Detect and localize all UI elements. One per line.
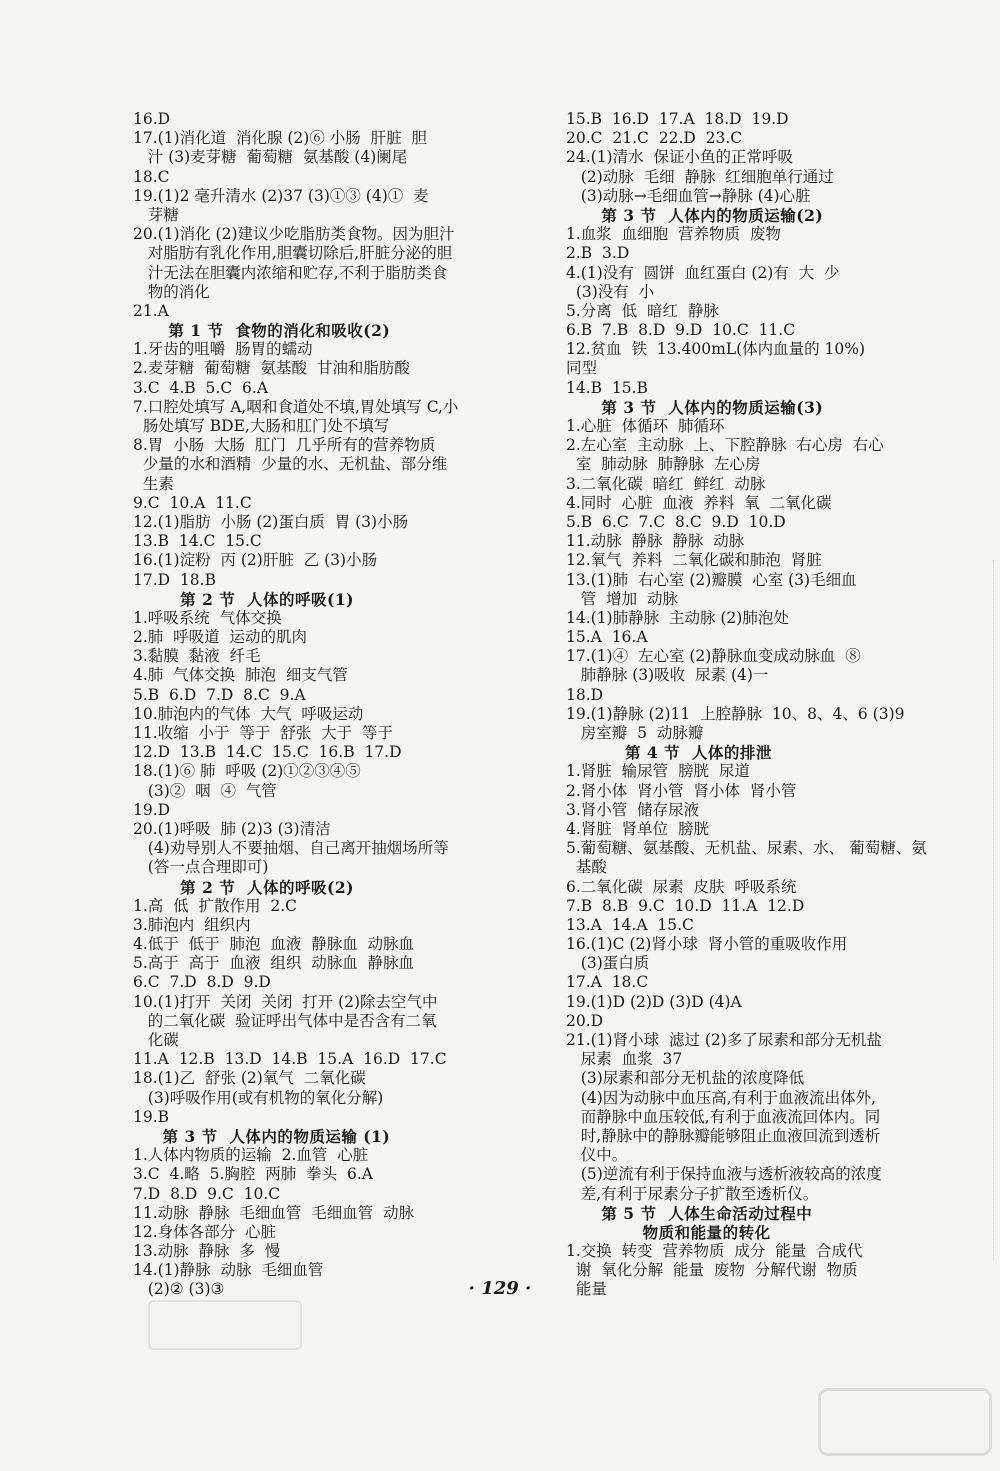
answer-line: 5.葡萄糖、氨基酸、无机盐、尿素、水、 葡萄糖、氨: [566, 839, 927, 858]
answer-line: 4.低于 低于 肺泡 血液 静脉血 动脉血: [133, 935, 415, 954]
answer-line: 2.麦芽糖 葡萄糖 氨基酸 甘油和脂肪酸: [133, 359, 410, 378]
answer-line: 1.人体内物质的运输 2.血管 心脏: [133, 1146, 369, 1165]
answer-line: (3)② 咽 ④ 气管: [133, 781, 277, 800]
answer-line: 物的消化: [133, 282, 210, 301]
answer-line: 芽糖: [133, 205, 179, 224]
answer-line: 3.肾小管 储存尿液: [566, 800, 700, 819]
answer-line: 19.D: [133, 800, 171, 819]
answer-line: 12.氧气 养料 二氧化碳和肺泡 肾脏: [566, 551, 822, 570]
answer-line: 2.左心室 主动脉 上、下腔静脉 右心房 右心: [566, 436, 884, 455]
answer-line: 19.(1)静脉 (2)11 上腔静脉 10、8、4、6 (3)9: [566, 704, 905, 723]
answer-line: 3.二氧化碳 暗红 鲜红 动脉: [566, 474, 766, 493]
answer-line: 6.C 7.D 8.D 9.D: [133, 973, 271, 992]
answer-line: 15.B 16.D 17.A 18.D 19.D: [566, 110, 789, 128]
section-heading: 第 1 节 食物的消化和吸收(2): [133, 321, 391, 341]
answer-line: 室 肺动脉 肺静脉 左心房: [566, 455, 761, 474]
answer-line: 8.胃 小肠 大肠 肛门 几乎所有的营养物质: [133, 436, 436, 455]
answer-line: 5.高于 高于 血液 组织 动脉血 静脉血: [133, 954, 415, 973]
watermark-logo: [818, 1388, 992, 1456]
answer-line: 17.(1)消化道 消化腺 (2)⑥ 小肠 肝脏 胆: [133, 129, 427, 148]
section-heading: 第 4 节 人体的排泄: [566, 743, 772, 763]
answer-line: 肠处填写 BDE,大肠和肛门处不填写: [133, 417, 390, 435]
answer-line: 12.贫血 铁 13.400mL(体内血量的 10%): [566, 340, 866, 359]
answer-line: 17.A 18.C: [566, 973, 649, 992]
answer-line: (答一点合理即可): [133, 858, 269, 877]
answer-line: 2.肾小体 肾小管 肾小体 肾小管: [566, 781, 797, 800]
answer-line: 1.牙齿的咀嚼 肠胃的蠕动: [133, 340, 313, 359]
answer-line: 仪中。: [566, 1146, 628, 1165]
answer-line: 尿素 血浆 37: [566, 1050, 683, 1069]
answer-line: 1.高 低 扩散作用 2.C: [133, 896, 297, 915]
answer-line: 2.B 3.D: [566, 244, 630, 263]
answer-line: 7.口腔处填写 A,咽和食道处不填,胃处填写 C,小: [133, 397, 459, 416]
answer-line: 7.B 8.B 9.C 10.D 11.A 12.D: [566, 896, 805, 915]
answer-line: 1.交换 转变 营养物质 成分 能量 合成代: [566, 1242, 863, 1261]
answer-line: 1.呼吸系统 气体交换: [133, 608, 282, 627]
answer-line: (2)② (3)③: [133, 1280, 225, 1299]
answer-line: 4.肺 气体交换 肺泡 细支气管: [133, 666, 348, 685]
answer-line: 17.(1)④ 左心室 (2)静脉血变成动脉血 ⑧: [566, 647, 861, 666]
answer-line: 11.动脉 静脉 毛细血管 毛细血管 动脉: [133, 1203, 415, 1222]
faded-stamp: [148, 1300, 302, 1350]
answer-line: 2.肺 呼吸道 运动的肌肉: [133, 628, 307, 647]
answer-line: 18.(1)⑥ 肺 呼吸 (2)①②③④⑤: [133, 762, 361, 781]
answer-line: 基酸: [566, 858, 607, 877]
answer-line: 20.C 21.C 22.D 23.C: [566, 129, 743, 148]
answer-line: 16.D: [133, 110, 171, 128]
answer-line: (3)呼吸作用(或有机物的氧化分解): [133, 1088, 384, 1107]
answer-line: 16.(1)淀粉 丙 (2)肝脏 乙 (3)小肠: [133, 551, 378, 570]
right-answer-column: [566, 110, 978, 1300]
answer-line: 19.B: [133, 1107, 170, 1126]
answer-line: 3.C 4.B 5.C 6.A: [133, 378, 269, 397]
answer-line: 12.身体各部分 心脏: [133, 1222, 277, 1241]
answer-line: 6.B 7.B 8.D 9.D 10.C 11.C: [566, 321, 796, 340]
answer-line: (3)动脉→毛细血管→静脉 (4)心脏: [566, 186, 811, 205]
answer-line: 汁 (3)麦芽糖 葡萄糖 氨基酸 (4)阑尾: [133, 148, 408, 167]
answer-line: 1.肾脏 输尿管 膀胱 尿道: [566, 762, 750, 781]
answer-line: 5.B 6.D 7.D 8.C 9.A: [133, 685, 306, 704]
answer-line: 9.C 10.A 11.C: [133, 493, 252, 512]
answer-line: 13.A 14.A 15.C: [566, 915, 694, 934]
answer-line: 24.(1)清水 保证小鱼的正常呼吸: [566, 148, 793, 167]
answer-line: 19.(1)2 毫升清水 (2)37 (3)①③ (4)① 麦: [133, 186, 429, 205]
section-heading: 第 3 节 人体内的物质运输(2): [566, 205, 824, 225]
answer-line: 20.D: [566, 1011, 604, 1030]
answer-line: 11.动脉 静脉 静脉 动脉: [566, 532, 745, 551]
answer-line: 15.A 16.A: [566, 628, 648, 647]
answer-line: 14.B 15.B: [566, 378, 648, 397]
answer-line: 管 增加 动脉: [566, 589, 678, 608]
answer-line: 21.(1)肾小球 滤过 (2)多了尿素和部分无机盐: [566, 1031, 882, 1049]
section-heading: 第 3 节 人体内的物质运输(3): [566, 397, 824, 417]
section-heading: 物质和能量的转化: [566, 1222, 771, 1242]
section-heading: 第 2 节 人体的呼吸(2): [133, 877, 354, 897]
answer-line: 20.(1)呼吸 肺 (2)3 (3)清洁: [133, 819, 331, 838]
left-answer-column: [133, 110, 553, 1300]
answer-line: 18.D: [566, 685, 604, 704]
section-heading: 第 3 节 人体内的物质运输 (1): [133, 1126, 391, 1146]
answer-line: 3.C 4.略 5.胸腔 两肺 拳头 6.A: [133, 1165, 373, 1184]
answer-line: 6.二氧化碳 尿素 皮肤 呼吸系统: [566, 877, 797, 896]
answer-line: 21.A: [133, 301, 169, 320]
answer-line: 13.B 14.C 15.C: [133, 532, 262, 551]
answer-line: 差,有利于尿素分子扩散至透析仪。: [566, 1184, 819, 1203]
answer-line: 10.(1)打开 关闭 关闭 打开 (2)除去空气中: [133, 992, 438, 1011]
answer-line: 19.(1)D (2)D (3)D (4)A: [566, 992, 742, 1011]
answer-line: 20.(1)消化 (2)建议少吃脂肪类食物。因为胆汁: [133, 225, 455, 244]
answer-line: 3.肺泡内 组织内: [133, 915, 251, 934]
answer-line: 时,静脉中的静脉瓣能够阻止血液回流到透析: [566, 1126, 881, 1145]
answer-line: (4)因为动脉中血压高,有利于血液流出体外,: [566, 1088, 877, 1107]
answer-line: 14.(1)静脉 动脉 毛细血管: [133, 1261, 324, 1280]
answer-line: 4.肾脏 肾单位 膀胱: [566, 819, 709, 838]
answer-line: 生素: [133, 474, 174, 493]
answer-line: 少量的水和酒精 少量的水、无机盐、部分维: [133, 455, 448, 474]
answer-line: 13.动脉 静脉 多 慢: [133, 1242, 281, 1261]
answer-line: 汁无法在胆囊内浓缩和贮存,不利于脂肪类食: [133, 263, 448, 282]
answer-line: 对脂肪有乳化作用,胆囊切除后,肝脏分泌的胆: [133, 244, 453, 263]
answer-line: 18.(1)乙 舒张 (2)氧气 二氧化碳: [133, 1069, 366, 1088]
answer-line: (5)逆流有利于保持血液与透析液较高的浓度: [566, 1165, 882, 1184]
answer-line: 4.同时 心脏 血液 养料 氧 二氧化碳: [566, 493, 832, 512]
answer-line: 化碳: [133, 1031, 179, 1049]
page-number: · 129 ·: [468, 1278, 532, 1299]
answer-line: 12.D 13.B 14.C 15.C 16.B 17.D: [133, 743, 402, 762]
answer-line: 11.A 12.B 13.D 14.B 15.A 16.D 17.C: [133, 1050, 447, 1069]
answer-line: 5.分离 低 暗红 静脉: [566, 301, 719, 320]
answer-line: 16.(1)C (2)肾小球 肾小管的重吸收作用: [566, 935, 848, 954]
answer-line: 13.(1)肺 右心室 (2)瓣膜 心室 (3)毛细血: [566, 570, 857, 589]
answer-line: (4)劝导别人不要抽烟、自己离开抽烟场所等: [133, 839, 449, 858]
answer-line: (3)尿素和部分无机盐的浓度降低: [566, 1069, 805, 1088]
answer-line: 11.收缩 小于 等于 舒张 大于 等于: [133, 724, 393, 742]
answer-line: 谢 氧化分解 能量 废物 分解代谢 物质: [566, 1261, 858, 1280]
section-heading: 第 2 节 人体的呼吸(1): [133, 589, 354, 609]
answer-line: 房室瓣 5 动脉瓣: [566, 724, 704, 742]
answer-line: 而静脉中血压较低,有利于血液流回体内。同: [566, 1107, 881, 1126]
answer-line: 7.D 8.D 9.C 10.C: [133, 1184, 281, 1203]
answer-line: 4.(1)没有 圆饼 血红蛋白 (2)有 大 少: [566, 263, 840, 282]
answer-line: 14.(1)肺静脉 主动脉 (2)肺泡处: [566, 608, 789, 627]
answer-line: 1.血浆 血细胞 营养物质 废物: [566, 225, 781, 244]
answer-line: 能量: [566, 1280, 607, 1299]
answer-line: 17.D 18.B: [133, 570, 216, 589]
answer-line: 1.心脏 体循环 肺循环: [566, 417, 725, 435]
answer-line: (2)动脉 毛细 静脉 红细胞单行通过: [566, 167, 834, 186]
answer-line: 12.(1)脂肪 小肠 (2)蛋白质 胃 (3)小肠: [133, 512, 409, 531]
section-heading: 第 5 节 人体生命活动过程中: [566, 1203, 813, 1223]
answer-line: 10.肺泡内的气体 大气 呼吸运动: [133, 704, 364, 723]
answer-line: 肺静脉 (3)吸收 尿素 (4)一: [566, 666, 769, 685]
answer-line: 的二氧化碳 验证呼出气体中是否含有二氧: [133, 1011, 437, 1030]
answer-line: 同型: [566, 359, 598, 378]
answer-line: (3)没有 小: [566, 282, 655, 301]
answer-line: 18.C: [133, 167, 170, 186]
answer-line: (3)蛋白质: [566, 954, 650, 973]
answer-line: 5.B 6.C 7.C 8.C 9.D 10.D: [566, 512, 786, 531]
answer-line: 3.黏膜 黏液 纤毛: [133, 647, 261, 666]
page-edge-marks: [993, 560, 1000, 1260]
